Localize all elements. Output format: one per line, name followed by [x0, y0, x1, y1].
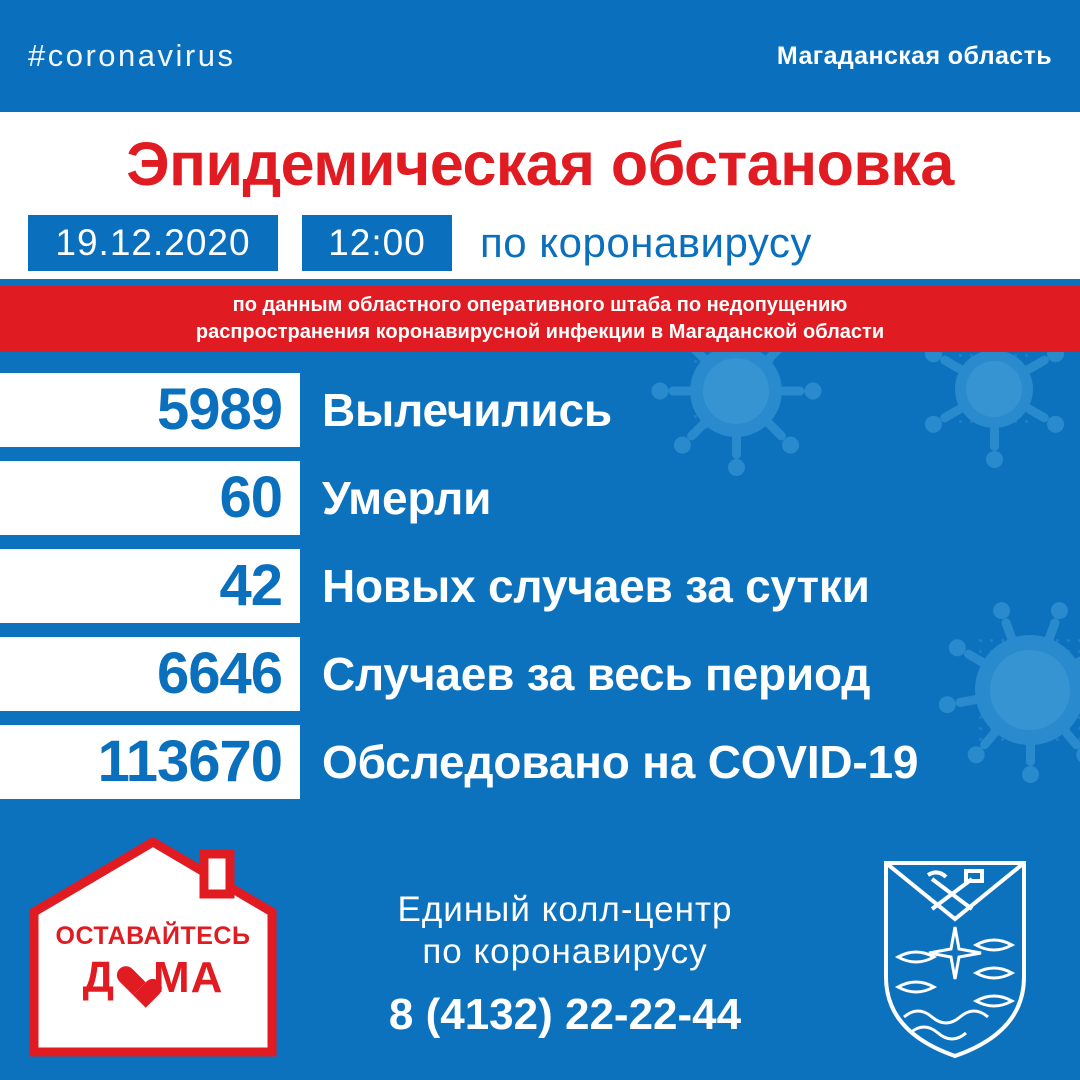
stat-value-box	[0, 373, 300, 447]
stay-home-text	[28, 922, 278, 1003]
stat-value: 42	[219, 553, 282, 618]
time-chip: 12:00	[302, 215, 452, 271]
footer	[0, 820, 1080, 1080]
call-center-phone[interactable]: 8 (4132) 22-22-44	[388, 990, 742, 1039]
source-band	[0, 286, 1080, 352]
heart-icon	[117, 964, 151, 998]
stat-value: 6646	[156, 641, 282, 706]
stat-label: Умерли	[322, 472, 492, 524]
source-line-1: по данным областного оперативного штаба по недопущению	[232, 294, 848, 316]
page-subtitle: по коронавирусу	[480, 219, 812, 266]
stat-value-box	[0, 637, 300, 711]
stat-value: 60	[219, 465, 282, 530]
stat-row	[0, 718, 1080, 806]
stat-label: Случаев за весь период	[322, 648, 871, 700]
call-center-line-2: по коронавирусу	[422, 932, 708, 971]
stat-value: 113670	[97, 729, 282, 794]
date-chip: 19.12.2020	[28, 215, 278, 271]
source-line-2: распространения коронавирусной инфекции в Магаданской области	[195, 321, 885, 343]
stat-label: Обследовано на COVID-19	[322, 736, 919, 788]
stay-home-line-2-right: МА	[152, 953, 224, 1002]
call-center-block	[300, 890, 830, 1040]
stat-row	[0, 542, 1080, 630]
top-bar	[0, 0, 1080, 112]
header-subrow	[0, 212, 1080, 274]
stats-list	[0, 366, 1080, 806]
stat-value: 5989	[156, 377, 282, 442]
page-title: Эпидемическая обстановка	[126, 130, 954, 198]
stat-row	[0, 454, 1080, 542]
top-divider	[0, 112, 1080, 119]
hashtag-label: #coronavirus	[28, 38, 236, 73]
call-center-line-1: Единый колл-центр	[397, 890, 733, 929]
stat-label: Новых случаев за сутки	[322, 560, 870, 612]
stat-row	[0, 366, 1080, 454]
stay-home-badge	[28, 836, 278, 1058]
stay-home-line-2-left: Д	[82, 953, 115, 1002]
magadan-coat-of-arms-icon	[880, 857, 1030, 1062]
stay-home-line-2	[28, 953, 278, 1003]
stat-value-box	[0, 549, 300, 623]
stat-row	[0, 630, 1080, 718]
stat-value-box	[0, 461, 300, 535]
stat-label: Вылечились	[322, 384, 612, 436]
stay-home-line-1: ОСТАВАЙТЕСЬ	[55, 922, 251, 950]
stat-value-box	[0, 725, 300, 799]
region-label: Магаданская область	[776, 41, 1052, 70]
